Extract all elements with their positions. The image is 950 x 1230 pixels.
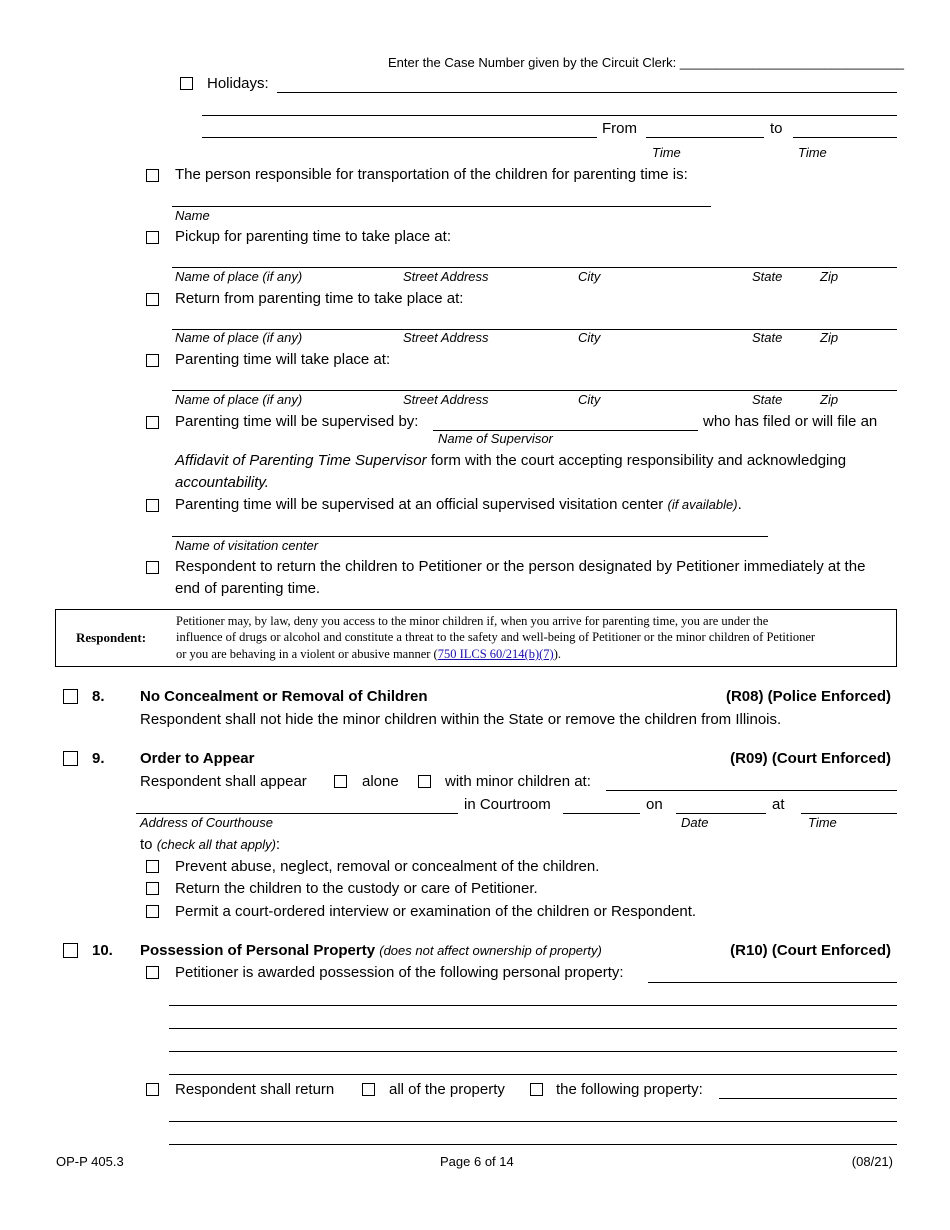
- section10-title-note: (does not affect ownership of property): [379, 943, 602, 958]
- affidavit-rest: form with the court accepting responsibility and acknowledging: [426, 452, 847, 469]
- courthouse-caption: Address of Courthouse: [140, 815, 273, 830]
- accountability-text: accountability.: [175, 474, 269, 491]
- transport-label: The person responsible for transportation of the children for parenting time is:: [175, 166, 688, 183]
- parenting-state-caption: State: [752, 392, 783, 407]
- section8-text: Respondent shall not hide the minor children within the State or remove the children from Illinois.: [140, 711, 782, 728]
- all-property-label: all of the property: [389, 1081, 505, 1098]
- affidavit-text: [175, 452, 846, 469]
- appear-alone-checkbox[interactable]: [334, 775, 347, 788]
- supervised-checkbox[interactable]: [146, 416, 159, 429]
- return-children-checkbox[interactable]: [146, 561, 159, 574]
- visitation-center-checkbox[interactable]: [146, 499, 159, 512]
- following-property-label: the following property:: [556, 1081, 703, 1098]
- section10-heading: [140, 942, 602, 959]
- return-property-field-1[interactable]: [719, 1098, 897, 1099]
- footer-date: (08/21): [851, 1154, 893, 1169]
- following-property-checkbox[interactable]: [530, 1083, 543, 1096]
- section10-title: Possession of Personal Property: [140, 942, 376, 959]
- return-place-label: Return from parenting time to take place at:: [175, 290, 464, 307]
- holidays-label: Holidays:: [207, 75, 269, 92]
- to-label: to: [140, 836, 157, 853]
- visitation-center-field[interactable]: [172, 536, 768, 537]
- awarded-property-field-2[interactable]: [169, 1005, 897, 1006]
- at-label: at: [772, 796, 785, 813]
- pickup-zip-caption: Zip: [820, 269, 839, 284]
- awarded-property-label: Petitioner is awarded possession of the following personal property:: [175, 964, 624, 981]
- case-number-label: Enter the Case Number given by the Circuit Clerk: _______________________________: [388, 55, 905, 70]
- awarded-property-field-5[interactable]: [169, 1074, 897, 1075]
- transport-name-caption: Name: [175, 208, 210, 223]
- courtroom-field[interactable]: [563, 813, 640, 814]
- center-label-main: Parenting time will be supervised at an official supervised visitation center: [175, 496, 668, 513]
- section10-code: (R10) (Court Enforced): [730, 942, 891, 959]
- appear-alone-label: alone: [362, 773, 399, 790]
- holidays-line-3[interactable]: [202, 137, 597, 138]
- option-interview-label: Permit a court-ordered interview or examination of the children or Respondent.: [175, 903, 697, 920]
- notice-line2: influence of drugs or alcohol and constitute a threat to the safety and well-being of Petitioner or the minor children of Petitioner: [176, 630, 816, 644]
- return-children-line1: Respondent to return the children to Petitioner or the person designated by Petitioner immediately at the: [175, 558, 866, 575]
- section8-code: (R08) (Police Enforced): [725, 688, 891, 705]
- appear-label: Respondent shall appear: [140, 773, 307, 790]
- courthouse-address-field-1[interactable]: [606, 790, 897, 791]
- footer-form-id: OP-P 405.3: [56, 1154, 124, 1169]
- statute-citation-link[interactable]: 750 ILCS 60/214(b)(7): [437, 647, 554, 661]
- parenting-place-caption: Name of place (if any): [175, 392, 303, 407]
- parenting-street-caption: Street Address: [403, 392, 489, 407]
- center-label-end: .: [737, 496, 742, 513]
- appear-with-children-checkbox[interactable]: [418, 775, 431, 788]
- section8-number: 8.: [92, 688, 105, 705]
- appear-with-children-label: with minor children at:: [445, 773, 591, 790]
- appear-date-field[interactable]: [676, 813, 766, 814]
- courthouse-address-field-2[interactable]: [136, 813, 458, 814]
- footer-page: Page 6 of 14: [440, 1154, 514, 1169]
- section10-number: 10.: [92, 942, 113, 959]
- return-property-field-3[interactable]: [169, 1144, 897, 1145]
- visitation-center-label: [175, 496, 742, 513]
- to-end: :: [275, 836, 281, 853]
- transport-checkbox[interactable]: [146, 169, 159, 182]
- parenting-place-checkbox[interactable]: [146, 354, 159, 367]
- return-street-caption: Street Address: [403, 330, 489, 345]
- return-zip-caption: Zip: [820, 330, 839, 345]
- appear-time-caption: Time: [808, 815, 837, 830]
- visitation-center-caption: Name of visitation center: [175, 538, 319, 553]
- on-label: on: [646, 796, 663, 813]
- holidays-from-label: From: [602, 120, 637, 137]
- pickup-place-caption: Name of place (if any): [175, 269, 303, 284]
- supervised-label: Parenting time will be supervised by:: [175, 413, 419, 430]
- pickup-street-caption: Street Address: [403, 269, 489, 284]
- appear-time-field[interactable]: [801, 813, 897, 814]
- holidays-line-2[interactable]: [202, 115, 897, 116]
- pickup-address-field[interactable]: [172, 267, 897, 268]
- check-all-label: [140, 836, 280, 853]
- option-prevent-label: Prevent abuse, neglect, removal or concealment of the children.: [175, 858, 600, 875]
- notice-line3-start: or you are behaving in a violent or abusive manner (: [176, 647, 438, 661]
- holidays-from-time-field[interactable]: [646, 137, 764, 138]
- parenting-address-field[interactable]: [172, 390, 897, 391]
- holidays-to-time-caption: Time: [798, 145, 827, 160]
- option-return-label: Return the children to the custody or care of Petitioner.: [175, 880, 538, 897]
- transport-name-field[interactable]: [172, 206, 711, 207]
- option-interview-checkbox[interactable]: [146, 905, 159, 918]
- awarded-property-field-1[interactable]: [648, 982, 897, 983]
- parenting-zip-caption: Zip: [820, 392, 839, 407]
- return-place-caption: Name of place (if any): [175, 330, 303, 345]
- center-label-italic: (if available): [667, 497, 738, 512]
- section8-checkbox[interactable]: [63, 689, 78, 704]
- section9-title: Order to Appear: [140, 750, 255, 767]
- notice-line3: [176, 647, 561, 662]
- supervised-suffix: who has filed or will file an: [703, 413, 878, 430]
- holidays-to-label: to: [770, 120, 783, 137]
- respondent-return-label: Respondent shall return: [175, 1081, 335, 1098]
- in-courtroom-label: in Courtroom: [464, 796, 551, 813]
- awarded-property-checkbox[interactable]: [146, 966, 159, 979]
- return-place-checkbox[interactable]: [146, 293, 159, 306]
- section9-checkbox[interactable]: [63, 751, 78, 766]
- awarded-property-field-4[interactable]: [169, 1051, 897, 1052]
- pickup-label: Pickup for parenting time to take place at:: [175, 228, 451, 245]
- option-prevent-checkbox[interactable]: [146, 860, 159, 873]
- notice-line1: Petitioner may, by law, deny you access to the minor children if, when you arrive for parenting time, you are under the: [176, 614, 769, 628]
- section9-number: 9.: [92, 750, 105, 767]
- return-children-line2: end of parenting time.: [175, 580, 321, 597]
- return-city-caption: City: [578, 330, 601, 345]
- affidavit-title: Affidavit of Parenting Time Supervisor: [175, 452, 427, 469]
- pickup-checkbox[interactable]: [146, 231, 159, 244]
- pickup-city-caption: City: [578, 269, 601, 284]
- notice-line3-end: ).: [553, 647, 561, 661]
- option-return-checkbox[interactable]: [146, 882, 159, 895]
- holidays-to-time-field[interactable]: [793, 137, 897, 138]
- appear-date-caption: Date: [681, 815, 709, 830]
- awarded-property-field-3[interactable]: [169, 1028, 897, 1029]
- section9-code: (R09) (Court Enforced): [730, 750, 891, 767]
- to-italic: (check all that apply): [156, 837, 276, 852]
- return-state-caption: State: [752, 330, 783, 345]
- all-property-checkbox[interactable]: [362, 1083, 375, 1096]
- return-property-field-2[interactable]: [169, 1121, 897, 1122]
- parenting-city-caption: City: [578, 392, 601, 407]
- holidays-checkbox[interactable]: [180, 77, 193, 90]
- pickup-state-caption: State: [752, 269, 783, 284]
- notice-label: Respondent:: [76, 630, 147, 645]
- respondent-return-checkbox[interactable]: [146, 1083, 159, 1096]
- holidays-from-time-caption: Time: [652, 145, 681, 160]
- section10-checkbox[interactable]: [63, 943, 78, 958]
- parenting-place-label: Parenting time will take place at:: [175, 351, 391, 368]
- supervisor-caption: Name of Supervisor: [438, 431, 553, 446]
- section8-title: No Concealment or Removal of Children: [140, 688, 428, 705]
- holidays-line-1[interactable]: [277, 92, 897, 93]
